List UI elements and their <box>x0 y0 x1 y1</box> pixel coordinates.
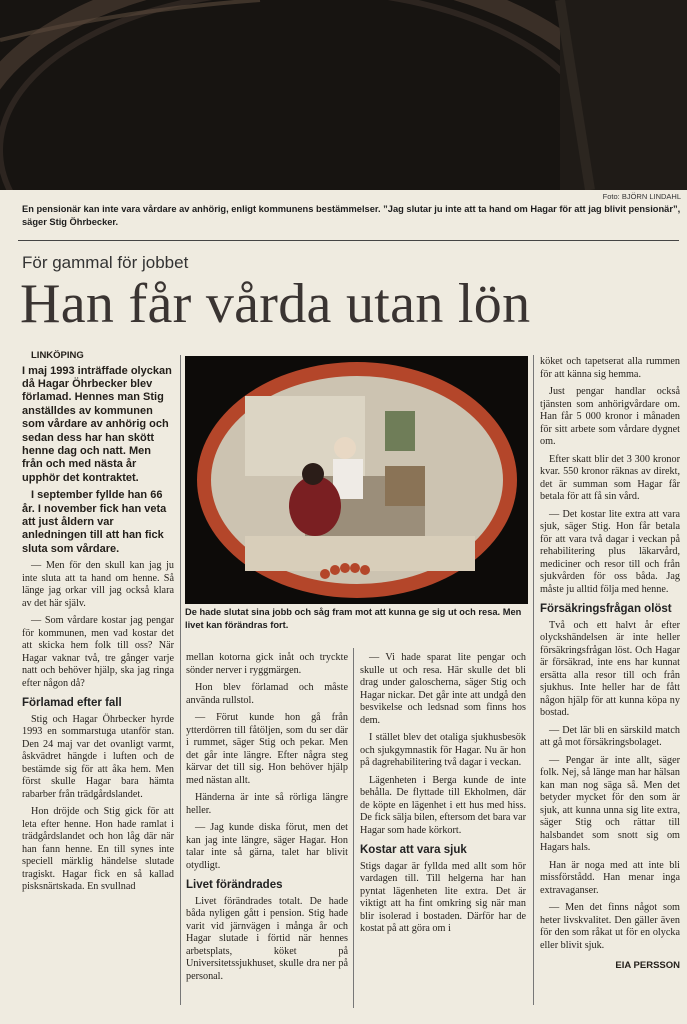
byline: EIA PERSSON <box>615 960 680 971</box>
mirror-photo-caption: De hade slutat sina jobb och såg fram mot att kunna ge sig ut och resa. Men livet kan förändras fort. <box>185 607 522 630</box>
top-photo-caption: En pensionär kan inte vara vårdare av anhörig, enligt kommunens bestämmelser. ”Jag slutar ju inte att ta hand om Hagar för att jag blivit pensionär”, säger Stig Öhrbecker. <box>22 204 681 227</box>
mirror-photograph <box>185 356 528 604</box>
body-paragraph: — Men det finns något som heter livskvalitet. Den gäller även för den som råkat ut för en olycka eller blivit sjuk. <box>540 902 680 951</box>
column-divider <box>353 648 354 1008</box>
lead-paragraphs <box>22 365 174 557</box>
body-paragraph: — Men för den skull kan jag ju inte sluta att ta hand om henne. Så länge jag orkar vill jag också klara av det här själv. <box>22 560 174 609</box>
body-paragraph: Just pengar handlar också tjänsten som anhörigvårdare om. Han får 5 000 kronor i månaden för sitt arbete som vårdare dygnet om. <box>540 386 680 447</box>
body-paragraph: Två och ett halvt år efter olyckshändelsen är inte heller försäkringsfrågan löst. Och Hagar är försäkrad, inte ens har kunnat ersätta alla resor till och från sjukhus. Inte heller har de fått någon hjälp för att kunna köpa ny bostad. <box>540 619 680 718</box>
body-paragraph: Händerna är inte så rörliga längre heller. <box>186 792 348 816</box>
body-paragraph: köket och tapetserat alla rummen för att känna sig hemma. <box>540 356 680 380</box>
body-paragraph: — Jag kunde diska förut, men det kan jag inte längre, säger Hagar. Hon talar inte så gärna, talet har blivit otydligt. <box>186 822 348 871</box>
kicker: För gammal för jobbet <box>22 253 189 272</box>
body-paragraph: Efter skatt blir det 3 300 kronor kvar. 550 kronor räknas av direkt, det är summan som Hagar får betala för att få sin vård. <box>540 453 680 502</box>
body-paragraph: Stigs dagar är fyllda med allt som hör vardagen till. Till helgerna har han pyntat lägenheten lite extra. Det är viktigt att ha fint omkring sig när man blir isolerad i bostaden. Därför har de kostat på att göra om i <box>360 860 526 934</box>
body-paragraph: — Som vårdare kostar jag pengar för kommunen, men vad kostar det att skicka hem folk till oss? När Hagar vaknar två, tre gånger varje natt och behöver hjälp, ska jag ringa efter någon då? <box>22 615 174 689</box>
headline: Han får vårda utan lön <box>20 273 531 335</box>
lead-paragraph: I maj 1993 inträffade olyckan då Hagar Öhrbecker blev förlamad. Hennes man Stig anställdes av kommunen som vårdare av anhörig och sedan dess har han skött henne dag och natt. Men från och med nästa år upphör det kontraktet. <box>22 364 172 484</box>
column-2 <box>186 652 348 988</box>
body-paragraph: Hon dröjde och Stig gick för att leta efter henne. Hon hade ramlat i trädgårdslandet och hon låg där när han fann henne. En till synes inte speciell märklig händelse slutade tragiskt. Hagar fick en så kallad pisksnärtskada. En svullnad <box>22 806 174 893</box>
column-3 <box>360 652 526 941</box>
top-photograph <box>0 0 687 190</box>
subheading: Förlamad efter fall <box>22 697 122 710</box>
lead-paragraph: I september fyllde han 66 år. I november fick han veta att just åldern var anledningen till att han fick sluta som vårdare. <box>22 489 167 555</box>
subheading: Livet förändrades <box>186 879 283 891</box>
body-paragraph: Livet förändrades totalt. De hade båda nyligen gått i pension. Stig hade varit vid järnvägen i många år och Hagar slutade i förtid när hennes arbetsplats, köket på Universitetssjukhuset, skulle dra ner på personal. <box>186 895 348 982</box>
dateline: LINKÖPING <box>31 350 84 361</box>
column-4 <box>540 356 680 973</box>
photo-credit: Foto: BJÖRN LINDAHL <box>602 192 681 201</box>
body-paragraph: mellan kotorna gick inåt och tryckte sönder nerver i ryggmärgen. <box>186 652 348 676</box>
body-paragraph: — Det lär bli en särskild match att gå mot försäkringsbolaget. <box>540 724 680 748</box>
body-paragraph: I stället blev det otaliga sjukhusbesök och sjukgymnastik för Hagar. Nu är hon på dagrehabilitering två dagar i veckan. <box>360 732 526 768</box>
column-divider <box>533 355 534 1005</box>
body-paragraph: Stig och Hagar Öhrbecker hyrde 1993 en sommarstuga utanför stan. Den 24 maj var det ovanligt varmt, åskvädret hängde i luften och de bestämde sig för att åka hem. Men först skulle Hagar bara hämta rabarber från trädgårdslandet. <box>22 713 174 800</box>
subheading: Försäkringsfrågan olöst <box>540 603 672 615</box>
column-1 <box>22 350 174 899</box>
column-divider <box>180 355 181 1005</box>
body-paragraph: Han är noga med att inte bli missförstådd. Han menar inga extravaganser. <box>540 859 680 896</box>
body-paragraph: — Vi hade sparat lite pengar och skulle ut och resa. Här skulle det bli drag under galoscherna, säger Stig och Hagar nickar. Det går inte att undgå den besvikelse och ledsnad som finns hos dem. <box>360 652 526 726</box>
body-paragraph: Hon blev förlamad och måste använda rullstol. <box>186 682 348 706</box>
body-paragraph: Lägenheten i Berga kunde de inte behålla. De flyttade till Ekholmen, där de köpte en lägenhet i ett hus med hiss. De fick sälja bilen, eftersom det bara var Hagar som hade körkort. <box>360 774 526 836</box>
body-paragraph: — Det kostar lite extra att vara sjuk, säger Stig. Hon får betala för att vara två dagar i veckan på rehabilitering plus läkarvård, mediciner och resor till och från sjukvården för oss båda. Jag måste ju alltid följa med henne. <box>540 508 680 595</box>
body-paragraph: — Pengar är inte allt, säger folk. Nej, så länge man har hälsan kan man nog säga så. Men det betyder mycket för den som är sjuk, att kunna unna sig lite extra, säger Stig och rättar till halsbandet som snott sig om Hagars hals. <box>540 754 680 853</box>
subheading: Kostar att vara sjuk <box>360 844 467 856</box>
divider <box>18 240 679 241</box>
body-paragraph: — Förut kunde hon gå från ytterdörren till fåtöljen, som du ser där i rummet, säger Stig och pekar. Men det går inte längre. Efter några steg kärvar det till sig. Hon behöver hjälp med nästan allt. <box>186 712 348 786</box>
